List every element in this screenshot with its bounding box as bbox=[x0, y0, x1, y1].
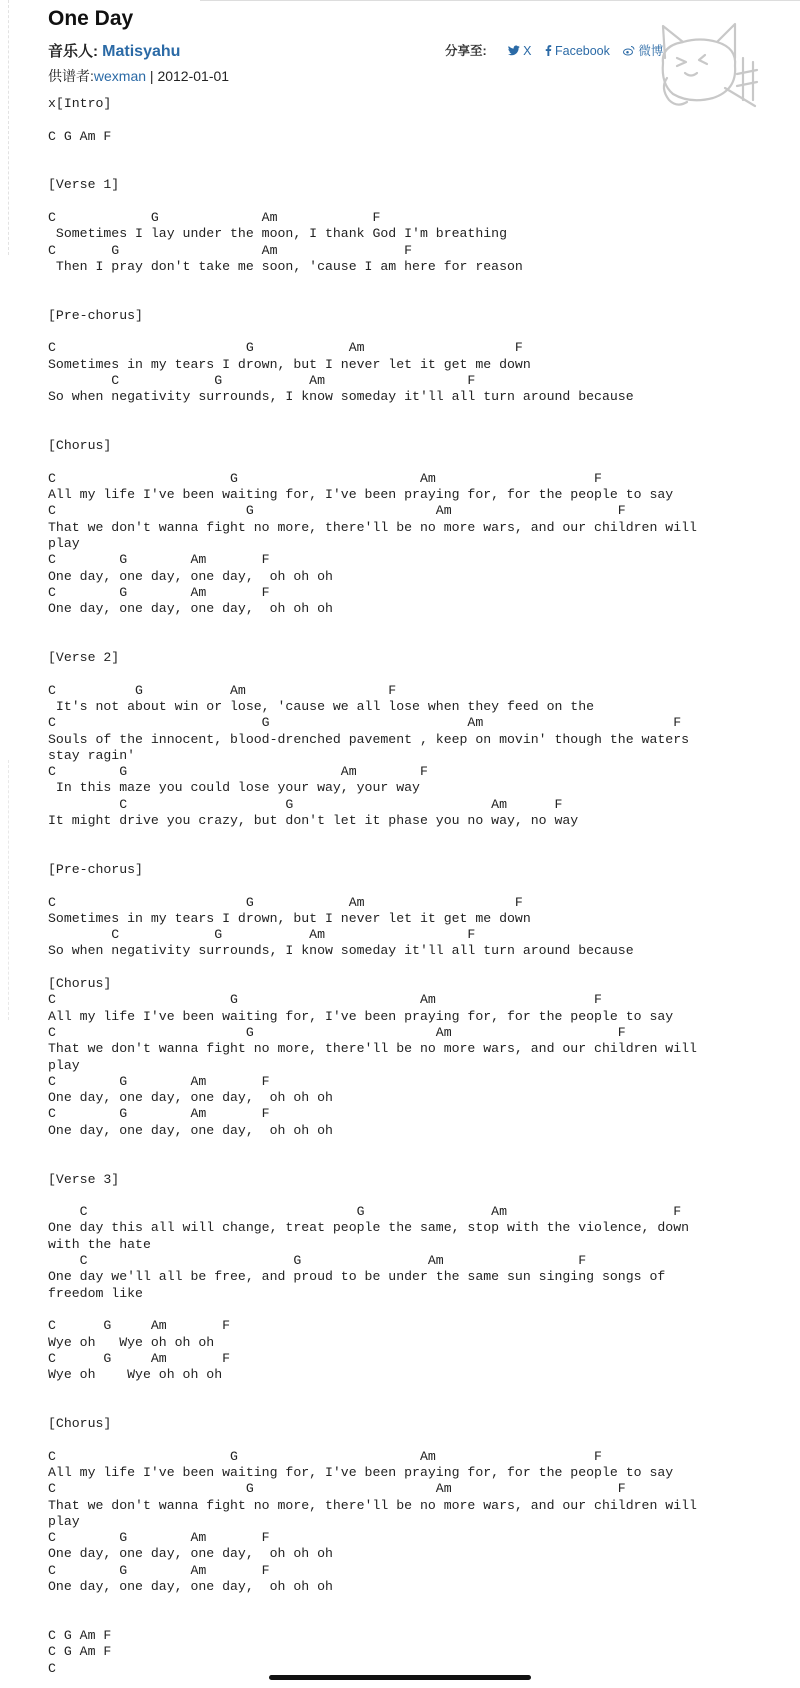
song-title: One Day bbox=[48, 7, 134, 30]
weibo-icon bbox=[623, 45, 635, 56]
left-edge-guide-lower bbox=[0, 760, 9, 1020]
share-x-link[interactable] bbox=[508, 44, 535, 58]
share-x-label: X bbox=[523, 44, 532, 58]
artist-link[interactable]: Matisyahu bbox=[102, 43, 181, 60]
contributor-label: 供谱者: bbox=[48, 68, 94, 84]
home-indicator[interactable] bbox=[269, 1675, 531, 1680]
facebook-f-icon bbox=[545, 45, 552, 56]
share-facebook-label: Facebook bbox=[554, 44, 610, 58]
share-facebook-link[interactable] bbox=[545, 44, 613, 58]
contributor-row bbox=[48, 67, 748, 85]
share-bar bbox=[445, 41, 663, 59]
share-label: 分享至: bbox=[445, 44, 487, 58]
artist-label: 音乐人: bbox=[48, 43, 103, 60]
top-divider bbox=[200, 0, 800, 1]
share-weibo-label: 微博 bbox=[638, 44, 664, 58]
left-edge-guide bbox=[0, 0, 9, 255]
publish-date: | 2012-01-01 bbox=[146, 68, 230, 84]
chord-sheet: x[Intro] C G Am F [Verse 1] C G Am F Sometimes I lay under the moon, I thank God I'm breathing C G Am F Then I pray don't take me soon, 'cause I am here for reason [Pre-chorus] C G Am F Sometimes in my tears I drown, but I never let it get me down C G Am F So when negativity surrounds, I know someday it'll all turn around because [Chorus] C G Am F All my life I've been waiting for, I've been praying for, for the people to say C G Am F That we don't wanna fight no more, there'll be no more wars, and our children will play C G Am F One day, one day, one day, oh oh oh C G Am F One day, one day, one day, oh oh oh [Verse 2] C G Am F It's not about win or lose, 'cause we all lose when they feed on the C G Am F Souls of the innocent, blood-drenched pavement , keep on movin' though the waters stay ragin' C G Am F In this maze you could lose your way, your way C G Am F It might drive you crazy, but don't let it phase you no way, no way [Pre-chorus] C G Am F Sometimes in my tears I drown, but I never let it get me down C G Am F So when negativity surrounds, I know someday it'll all turn around because [Chorus] C G Am F All my life I've been waiting for, I've been praying for, for the people to say C G Am F That we don't wanna fight no more, there'll be no more wars, and our children will play C G Am F One day, one day, one day, oh oh oh C G Am F One day, one day, one day, oh oh oh [Verse 3] C G Am F One day this all will change, treat people the same, stop with the violence, down with the hate C G Am F One day we'll all be free, and proud to be under the same sun singing songs of freedom like C G Am F Wye oh Wye oh oh oh C G Am F Wye oh Wye oh oh oh [Chorus] C G Am F All my life I've been waiting for, I've been praying for, for the people to say C G Am F That we don't wanna fight no more, there'll be no more wars, and our children will play C G Am F One day, one day, one day, oh oh oh C G Am F One day, one day, one day, oh oh oh C G Am F C G Am F C bbox=[48, 96, 697, 1676]
twitter-bird-icon bbox=[508, 45, 520, 56]
contributor-link[interactable]: wexman bbox=[93, 68, 147, 84]
